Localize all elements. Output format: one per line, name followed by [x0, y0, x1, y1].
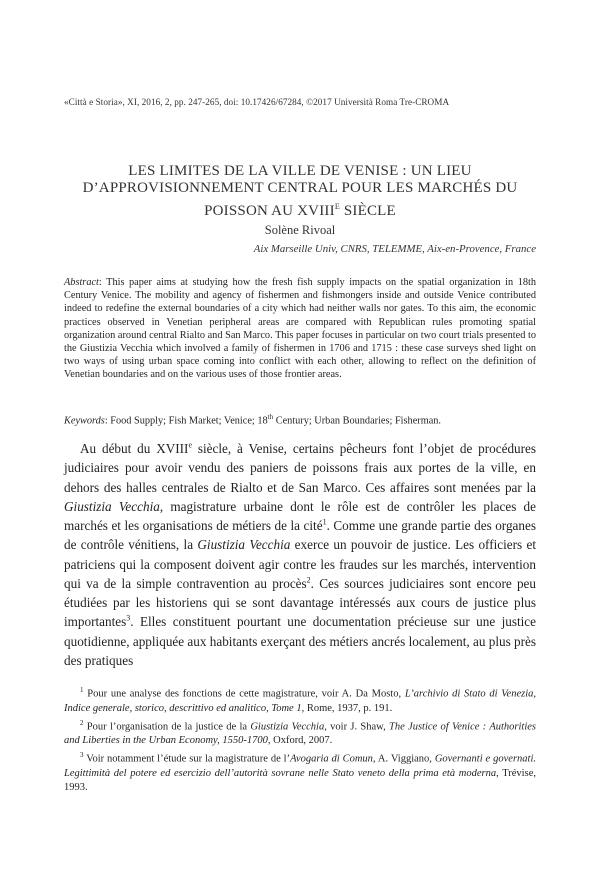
keywords-text-start: : Food Supply; Fish Market; Venice; 18	[104, 415, 268, 427]
footnotes	[64, 683, 536, 795]
title-line-3	[80, 198, 520, 220]
footnote-italic: The Justice of Venice : Authorities and Liberties in the Urban Economy, 1550-1700	[64, 721, 536, 746]
keywords-superscript: th	[267, 413, 274, 421]
article-title	[80, 163, 520, 220]
abstract-label: Abstract	[64, 277, 99, 288]
body-paragraph	[64, 439, 536, 670]
footnote-text: , Rome, 1937, p. 191.	[301, 702, 393, 714]
body-segment: , magistrature urbaine dont le rôle est de contrôler les places de marchés et les organisations de métiers de la cité	[64, 498, 536, 533]
keywords-text-end: Century; Urban Boundaries; Fisherman.	[273, 415, 441, 427]
title-line-1: LES LIMITES DE LA VILLE DE VENISE : UN LIEU	[128, 163, 472, 179]
footnote-2	[64, 716, 536, 749]
body-segment: . Ces sources judiciaires sont encore peu étudiées par les historiens qui se sont davantage intéressés aux cours de justice plus importantes	[64, 575, 536, 630]
footnote-text: , Trévise, 1993.	[64, 767, 536, 793]
footnote-1	[64, 683, 536, 716]
body-segment: Au début du XVIII	[80, 441, 189, 456]
keywords-label: Keywords	[64, 415, 105, 427]
title-line-3-end: SIÈCLE	[339, 202, 396, 219]
abstract-text: : This paper aims at studying how the fresh fish supply impacts on the spatial organization in 18th Century Venice. The mobility and agency of fishermen and fishmongers inside and outside Venice contributed indeed to redefine the external boundaries of a city which had neither walls nor gates. To this aim, the economic practices observed in Venetian peripheral areas are compared with Republican rules promoting spatial organization around central Rialto and San Marco. This paper focuses in particular on two court trials presented to the Giustizia Vecchia which involved a family of fishermen in 1706 and 1715 : these case surveys shed light on two ways of using urban space coming into conflict with each other, allowing to reflect on the definition of Venetian boundaries and on the various uses of those frontier areas.	[64, 277, 536, 381]
footnote-text: Pour une analyse des fonctions de cette magistrature, voir A. Da Mosto,	[83, 688, 405, 700]
footnote-ref-1[interactable]: 1	[322, 517, 327, 527]
footnote-text: voir J. Shaw,	[326, 721, 389, 732]
body-segment: . Elles constituent pourtant une documentation précieuse sur une justice quotidienne, appliquée aux habitants exerçant des métiers ancrés localement, au plus près des pratiques	[64, 614, 537, 668]
author-name: Solène Rivoal	[264, 223, 336, 237]
footnote-text: Pour l’organisation de la justice de la	[83, 721, 251, 732]
running-head: «Città e Storia», XI, 2016, 2, pp. 247-265, doi: 10.17426/67284, ©2017 Università Roma Tre-CROMA	[64, 97, 450, 107]
body-segment: . Comme une grande partie des organes de contrôle vénitiens, la	[64, 518, 536, 553]
footnote-italic: Avogaria di Comun	[290, 753, 373, 765]
footnote-italic: Giustizia Vecchia,	[250, 721, 327, 732]
footnote-italic: L’archivio di Stato di Venezia, Indice generale, storico, descrittivo ed analitico, Tome 1	[64, 688, 536, 714]
title-century-superscript: E	[334, 201, 340, 211]
footnote-ref-2[interactable]: 2	[306, 575, 311, 585]
footnote-text: Voir notamment l’étude sur la magistrature de l’	[83, 753, 291, 765]
footnote-text: , A. Viggiano,	[372, 753, 435, 765]
footnote-text: , Oxford, 2007.	[267, 735, 333, 746]
body-segment: siècle, à Venise, certains pêcheurs font l’objet de procédures judiciaires pour avoir vendu des paniers de poissons frais aux portes de la ville, en dehors des halles centrales de Rialto et de San Marco. Ces affaires sont menées par la	[64, 441, 537, 495]
footnote-3	[64, 748, 536, 795]
title-line-2: D’APPROVISIONNEMENT CENTRAL POUR LES MARCHÉS DU	[82, 180, 518, 197]
italic-term: Giustizia Vecchia	[64, 498, 160, 514]
title-line-3-start: POISSON AU XVIII	[204, 202, 335, 219]
abstract	[64, 276, 536, 382]
italic-term: Giustizia Vecchia	[197, 537, 291, 553]
author-affiliation: Aix Marseille Univ, CNRS, TELEMME, Aix-en-Provence, France	[253, 243, 536, 255]
body-segment: exerce un pouvoir de justice. Les officiers et patriciens qui la composent doivent agir contre les fraudes sur les marchés, intervention qui va de la simple contravention au procès	[64, 537, 536, 591]
footnote-number: 2	[80, 718, 84, 727]
century-superscript: e	[188, 440, 192, 450]
footnote-italic: Governanti e governati. Legittimità del potere ed esercizio dell’autorità sovrane nelle Stato veneto della prima età moderna	[64, 753, 536, 779]
footnote-number: 3	[80, 751, 84, 759]
footnote-ref-3[interactable]: 3	[126, 613, 131, 623]
keywords	[64, 411, 536, 427]
footnote-number: 1	[80, 686, 84, 694]
